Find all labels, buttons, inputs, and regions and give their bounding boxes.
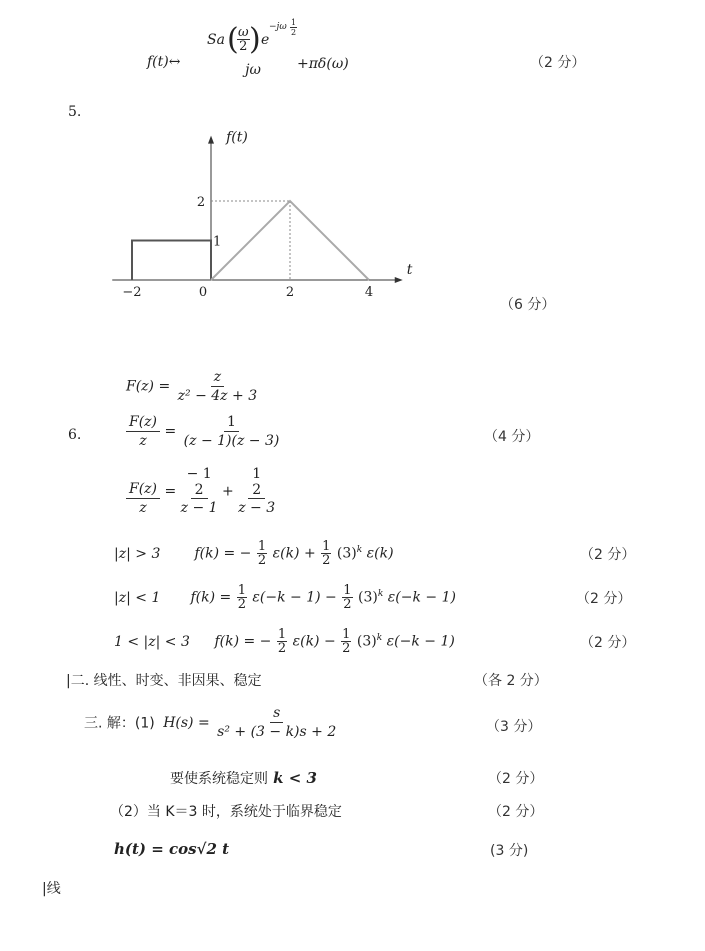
section3-stability (170, 768, 317, 788)
section3-cond-math: k < 3 (273, 769, 317, 787)
item4-lhs: f(t)↔ (147, 54, 181, 70)
half-num: 1 (342, 627, 351, 642)
item4-sa: Sa (207, 32, 225, 48)
half-num: 1 (257, 539, 267, 554)
item6-f3-eq: = (164, 483, 177, 500)
item4-exp-frac (290, 18, 297, 37)
item4-sa-arg-num: ω (238, 25, 249, 40)
item6-f1-num: z (211, 368, 224, 387)
footer-mark: |线 (42, 881, 61, 897)
item4-tail: +πδ(ω) (297, 56, 349, 72)
k-sup: k (377, 588, 384, 599)
item6-f3-term2 (238, 466, 275, 517)
item6-r2-c: (3) (357, 589, 378, 606)
item4-score: （2 分） (530, 55, 586, 71)
section3-score4: (3 分) (490, 843, 529, 859)
item6-f1-lhs: F(z) = (126, 378, 171, 395)
item6-r3-half2 (341, 628, 351, 655)
half-den: 2 (277, 641, 287, 656)
item5-label: 5. (68, 104, 82, 120)
y-tick-label: 1 (213, 234, 222, 250)
item6-f2-den: (z − 1)(z − 3) (183, 433, 280, 449)
item6-r2-d: ε(−k − 1) (387, 589, 456, 606)
item4-exp-num: 1 (291, 18, 297, 27)
item4-exp-power: −jω (269, 22, 287, 32)
item6-f1 (126, 368, 260, 405)
section3-ht: h(t) = cos√2 t (114, 840, 230, 858)
half-den: 2 (343, 597, 352, 612)
item5-score: （6 分） (500, 297, 556, 313)
item6-r2-half2 (342, 584, 352, 611)
item6-f3-lhs-num: F(z) (126, 480, 160, 499)
section3-prefix: 三. 解：(1) (84, 715, 155, 732)
x-tick-label: 4 (364, 285, 374, 300)
section2-text: 二. 线性、时变、非因果、稳定 (70, 673, 262, 689)
item6-r2-cond: |z| < 1 (114, 589, 161, 606)
x-tick-label: 2 (285, 285, 295, 300)
item6-f3-lhs (126, 480, 160, 517)
item6-f3-t2-den: z − 3 (238, 500, 276, 516)
item6-f2-score: （4 分） (484, 429, 540, 445)
item6-f1-den: z² − 4z + 3 (177, 388, 258, 404)
item5-plot (100, 129, 430, 310)
item6-f3-t1-den: z − 1 (180, 500, 218, 516)
item6-f3-term1 (181, 466, 218, 517)
y-tick-label: 2 (196, 195, 206, 210)
item6-f3-lhs-den: z (139, 500, 147, 516)
section3-score2: （2 分） (488, 771, 544, 787)
item6-f1-fraction (175, 368, 260, 405)
half-den: 2 (322, 553, 331, 568)
half-num: 1 (343, 583, 352, 598)
item6-r2-score: （2 分） (576, 591, 632, 607)
half-num: 1 (237, 583, 246, 598)
item6-r1-score: （2 分） (580, 547, 636, 563)
section3-cond-text: 要使系统稳定则 (170, 771, 268, 787)
item6-f3-t1-num: 1 (202, 466, 212, 482)
k-sup: k (376, 632, 383, 643)
section3-hs-fraction (214, 704, 339, 741)
item6-r3-score: （2 分） (580, 635, 636, 651)
section3-line1 (84, 704, 339, 741)
item6-row2 (114, 584, 456, 611)
item6-label: 6. (68, 427, 82, 443)
item6-f3 (126, 466, 275, 517)
y-axis-label: f(t) (226, 129, 248, 146)
series-line-0 (132, 241, 211, 281)
item6-f3-t1-mid: 2 (191, 482, 208, 499)
item6-row1 (114, 540, 394, 567)
item4-exp-e: e (261, 32, 270, 48)
section2-mark: | (66, 673, 71, 689)
item4-main-fraction (205, 20, 301, 78)
item6-r1-d: ε(k) (366, 545, 394, 562)
item6-r1-c: (3) (336, 545, 357, 562)
item6-r1-half1 (257, 540, 267, 567)
item6-r3-cond: 1 < |z| < 3 (114, 633, 190, 650)
item6-r2-half1 (237, 584, 247, 611)
section3-hs-den: s² + (3 − k)s + 2 (217, 724, 337, 740)
half-den: 2 (237, 597, 246, 612)
half-num: 1 (322, 539, 331, 554)
series-line-1 (211, 201, 369, 280)
item4-denominator: jω (245, 62, 261, 78)
section2-score: （各 2 分） (474, 673, 548, 689)
item4-sa-arg-den: 2 (239, 39, 248, 54)
half-num: 1 (277, 627, 287, 642)
half-den: 2 (257, 553, 267, 568)
item6-r3-d: ε(−k − 1) (386, 633, 455, 650)
item6-f2 (126, 413, 282, 450)
item6-f2-lhs-num: F(z) (126, 413, 160, 432)
x-axis-arrow (395, 277, 403, 283)
item6-r1-cond: |z| > 3 (114, 545, 161, 562)
item6-r3-b: ε(k) − (292, 633, 336, 650)
y-axis-arrow (208, 136, 214, 144)
item6-r2-b: ε(−k − 1) − (252, 589, 337, 606)
item6-f3-t2-mid: 2 (248, 482, 265, 499)
item4-numerator (205, 20, 301, 60)
item6-f2-num: 1 (224, 413, 239, 432)
item6-f3-t1-sign: − (186, 466, 199, 482)
item6-f2-lhs-den: z (139, 433, 147, 449)
item4-sa-paren-close: ) (249, 22, 261, 57)
item6-f2-rhs (181, 413, 283, 450)
x-tick-label: −2 (122, 285, 142, 300)
half-den: 2 (342, 641, 351, 656)
item6-r1-half2 (321, 540, 331, 567)
item4-sa-paren: ( (227, 22, 239, 57)
item6-f3-plus: + (222, 483, 234, 500)
section3-score1: （3 分） (486, 719, 542, 735)
item6-row3 (114, 628, 455, 655)
item6-r2-a: f(k) = (190, 589, 232, 606)
section3-hs-lhs: H(s) = (163, 714, 210, 731)
k-sup: k (356, 544, 363, 555)
item4-formula (147, 18, 377, 82)
section3-hs-num: s (270, 704, 283, 723)
section2-line (66, 670, 262, 690)
item6-r3-a: f(k) = − (214, 633, 272, 650)
item6-f3-t2-num: 1 (252, 466, 262, 482)
item6-r1-a: f(k) = − (194, 545, 252, 562)
section3-score3: （2 分） (488, 804, 544, 820)
x-axis-label: t (406, 262, 413, 278)
x-tick-label: 0 (198, 285, 208, 300)
item4-exp-den: 2 (291, 28, 297, 37)
item6-f2-lhs (126, 413, 160, 450)
item6-r1-b: ε(k) + (272, 545, 316, 562)
item6-r3-half1 (277, 628, 287, 655)
item4-sa-arg (237, 26, 250, 53)
section3-critical: （2）当 K＝3 时，系统处于临界稳定 (110, 804, 342, 820)
item6-r3-c: (3) (356, 633, 377, 650)
item6-f2-eq: = (164, 423, 177, 440)
